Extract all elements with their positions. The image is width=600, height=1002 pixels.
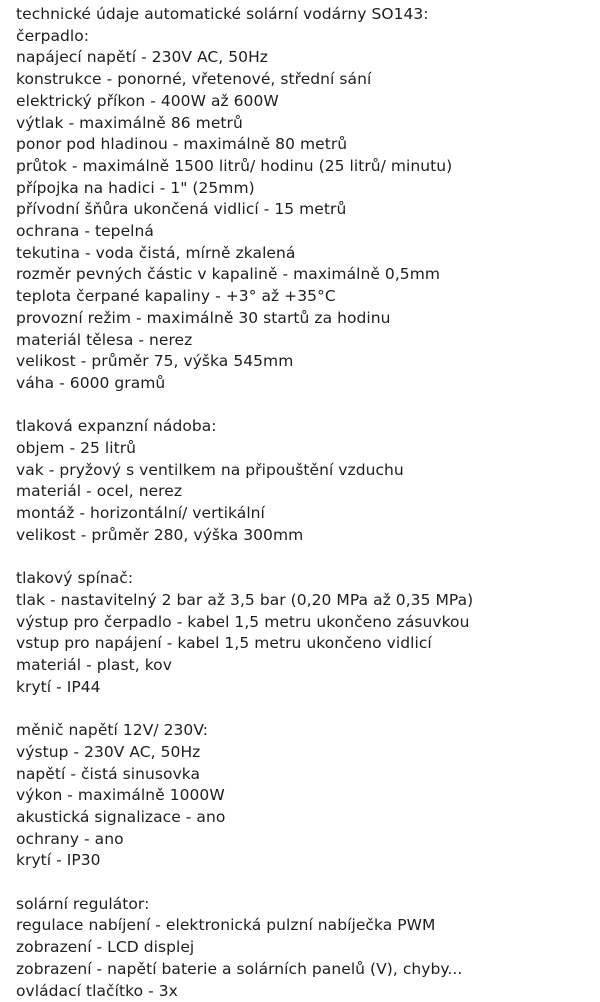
spec-line: elektrický příkon - 400W až 600W: [16, 91, 279, 110]
spec-line: napětí - čistá sinusovka: [16, 764, 201, 783]
spec-line: výstup - 230V AC, 50Hz: [16, 742, 201, 761]
section-pump: [16, 4, 600, 395]
section-pressure-tank: [16, 416, 600, 546]
section-solar-regulator: [16, 894, 600, 1002]
spec-line: akustická signalizace - ano: [16, 807, 226, 826]
spec-line: vstup pro napájení - kabel 1,5 metru ukončeno vidlicí: [16, 634, 432, 653]
spec-line: výstup pro čerpadlo - kabel 1,5 metru ukončeno zásuvkou: [16, 612, 470, 631]
spec-line: vak - pryžový s ventilkem na připouštění vzduchu: [16, 460, 404, 479]
spec-line: teplota čerpané kapaliny - +3° až +35°C: [16, 287, 336, 306]
spec-line: ochrany - ano: [16, 829, 124, 848]
spec-line: konstrukce - ponorné, vřetenové, střední sání: [16, 70, 372, 89]
section-inverter: [16, 720, 600, 872]
spec-line: napájecí napětí - 230V AC, 50Hz: [16, 48, 268, 67]
spec-line: ponor pod hladinou - maximálně 80 metrů: [16, 135, 348, 154]
spec-line: přívodní šňůra ukončená vidlicí - 15 metrů: [16, 200, 347, 219]
spec-line: regulace nabíjení - elektronická pulzní nabíječka PWM: [16, 916, 436, 935]
spec-line: materiál tělesa - nerez: [16, 330, 193, 349]
section-heading: solární regulátor:: [16, 894, 150, 913]
spec-line: velikost - průměr 280, výška 300mm: [16, 525, 304, 544]
spec-line: velikost - průměr 75, výška 545mm: [16, 352, 294, 371]
spec-line: krytí - IP30: [16, 851, 101, 870]
spec-line: přípojka na hadici - 1" (25mm): [16, 178, 255, 197]
spec-line: ochrana - tepelná: [16, 222, 154, 241]
spec-line: výkon - maximálně 1000W: [16, 786, 225, 805]
spec-line: průtok - maximálně 1500 litrů/ hodinu (25 litrů/ minutu): [16, 156, 453, 175]
spec-line: materiál - plast, kov: [16, 656, 172, 675]
spec-line: krytí - IP44: [16, 677, 101, 696]
spec-line: materiál - ocel, nerez: [16, 482, 183, 501]
document-title: technické údaje automatické solární vodárny SO143:: [16, 5, 429, 23]
spec-line: váha - 6000 gramů: [16, 373, 166, 392]
spec-line: výtlak - maximálně 86 metrů: [16, 113, 243, 132]
spec-line: tlak - nastavitelný 2 bar až 3,5 bar (0,20 MPa až 0,35 MPa): [16, 590, 474, 609]
spec-line: montáž - horizontální/ vertikální: [16, 504, 265, 523]
spec-line: zobrazení - LCD displej: [16, 938, 195, 957]
spec-line: rozměr pevných částic v kapalině - maximálně 0,5mm: [16, 265, 441, 284]
section-heading: tlakový spínač:: [16, 569, 134, 588]
spec-line: provozní režim - maximálně 30 startů za hodinu: [16, 308, 391, 327]
section-pressure-switch: [16, 568, 600, 698]
section-heading: tlaková expanzní nádoba:: [16, 417, 217, 436]
spec-line: tekutina - voda čistá, mírně zkalená: [16, 243, 296, 262]
section-heading: čerpadlo:: [16, 26, 90, 45]
spec-line: objem - 25 litrů: [16, 439, 137, 458]
section-heading: měnič napětí 12V/ 230V:: [16, 721, 208, 740]
spec-line: zobrazení - napětí baterie a solárních panelů (V), chyby...: [16, 959, 463, 978]
spec-line: ovládací tlačítko - 3x: [16, 981, 178, 1000]
